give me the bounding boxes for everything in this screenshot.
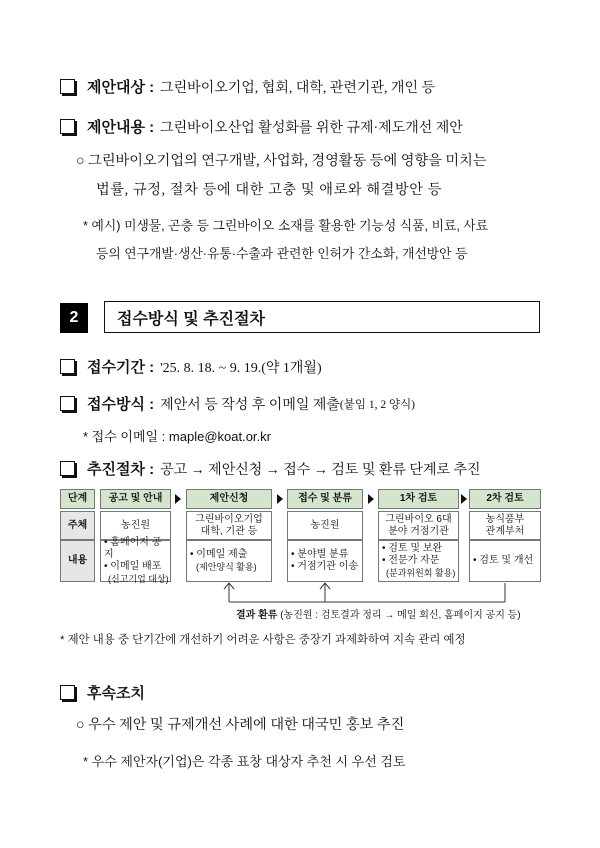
method-label: 접수방식 : [87, 396, 155, 413]
arrow-right-icon [368, 494, 374, 504]
procedure-label: 추진절차 : [87, 461, 155, 478]
target-label: 제안대상 : [87, 79, 155, 96]
checkbox-square-icon [60, 396, 75, 411]
target-row [60, 76, 435, 97]
example-line1: * 예시) 미생물, 곤충 등 그린바이오 소재를 활용한 기능성 식품, 비료, 사료 [83, 218, 489, 233]
arrow-right-icon [461, 494, 467, 504]
header-step-3: 접수 및 분류 [287, 489, 363, 509]
section-title: 접수방식 및 추진절차 [104, 301, 540, 333]
header-step-1: 공고 및 안내 [100, 489, 171, 509]
header-stage: 단계 [60, 489, 95, 509]
arrow-right-icon [175, 494, 181, 504]
actor-step-1: 농진원 [100, 511, 171, 540]
followup-circle: ○ 우수 제안 및 규제개선 사례에 대한 대국민 홍보 추진 [76, 717, 405, 733]
content-step-2-line: (제안양식 활용) [196, 562, 257, 572]
period-value: '25. 8. 18. ~ 9. 19.(약 1개월) [160, 360, 322, 376]
checkbox-square-icon [60, 685, 75, 700]
content-step-2 [186, 540, 272, 582]
target-value: 그린바이오기업, 협회, 대학, 관련기관, 개인 등 [160, 80, 436, 96]
content-label: 제안내용 : [87, 119, 155, 136]
content-step-2-line: • 이메일 제출 [190, 549, 248, 560]
row-label-content: 내용 [60, 540, 95, 582]
content-step-1-line: • 이메일 배포 [104, 561, 162, 572]
content-circle-line2: 법률, 규정, 절차 등에 대한 고충 및 애로와 해결방안 등 [96, 182, 443, 198]
procedure-value: 공고 → 제안신청 → 접수 → 검토 및 환류 단계로 추진 [160, 462, 481, 478]
actor-step-5: 농식품부 관계부처 [469, 511, 541, 540]
actor-step-3: 농진원 [287, 511, 363, 540]
example-line2: 등의 연구개발·생산·유통·수출과 관련한 인허가 간소화, 개선방안 등 [96, 246, 468, 261]
content-step-1-line: (신고기업 대상) [108, 574, 169, 584]
content-step-3-line: • 분야별 분류 [291, 549, 349, 560]
content-row [60, 116, 463, 137]
method-row [60, 393, 415, 414]
header-step-5: 2차 검토 [469, 489, 541, 509]
period-row [60, 356, 322, 377]
period-label: 접수기간 : [87, 359, 155, 376]
followup-label: 후속조치 [87, 685, 145, 702]
feedback-caption [236, 606, 521, 621]
method-value: 제안서 등 작성 후 이메일 제출 [160, 397, 340, 413]
header-step-2: 제안신청 [186, 489, 272, 509]
content-circle-line1: ○ 그린바이오기업의 연구개발, 사업화, 경영활동 등에 영향을 미치는 [76, 153, 487, 169]
content-value: 그린바이오산업 활성화를 위한 규제·제도개선 제안 [160, 120, 463, 136]
header-step-4: 1차 검토 [378, 489, 459, 509]
content-step-3-line: • 거점기관 이송 [291, 561, 359, 572]
content-step-4-line: • 검토 및 보완 [382, 543, 443, 554]
content-step-4-line: (분과위원회 활용) [386, 568, 456, 578]
feedback-bold: 결과 환류 [236, 610, 278, 621]
actor-step-2: 그린바이오기업 대학, 기관 등 [186, 511, 272, 540]
longterm-note: * 제안 내용 중 단기간에 개선하기 어려운 사항은 중장기 과제화하여 지속 관리 예정 [60, 634, 466, 646]
checkbox-square-icon [60, 119, 75, 134]
followup-row [60, 682, 145, 703]
content-step-1 [100, 537, 171, 584]
checkbox-square-icon [60, 359, 75, 374]
content-step-3 [287, 540, 363, 582]
checkbox-square-icon [60, 79, 75, 94]
checkbox-square-icon [60, 461, 75, 476]
content-step-4-line: • 전문가 자문 [382, 555, 440, 566]
arrow-right-icon [277, 494, 283, 504]
content-step-4 [378, 540, 459, 582]
actor-step-4: 그린바이오 6대 분야 거점기관 [378, 511, 459, 540]
row-label-actor: 주체 [60, 511, 95, 540]
email-line: * 접수 이메일 : maple@koat.or.kr [83, 429, 271, 444]
content-step-5: • 검토 및 개선 [469, 540, 541, 582]
procedure-row [60, 458, 481, 479]
section-number: 2 [60, 303, 88, 333]
method-note: (붙임 1, 2 양식) [339, 398, 416, 411]
followup-note: * 우수 제안자(기업)은 각종 표창 대상자 추천 시 우선 검토 [83, 754, 406, 769]
feedback-text: (농진원 : 검토결과 정리 → 메일 회신, 홈페이지 공지 등) [280, 610, 521, 621]
content-step-1-line: • 홈페이지 공지 [104, 537, 162, 560]
